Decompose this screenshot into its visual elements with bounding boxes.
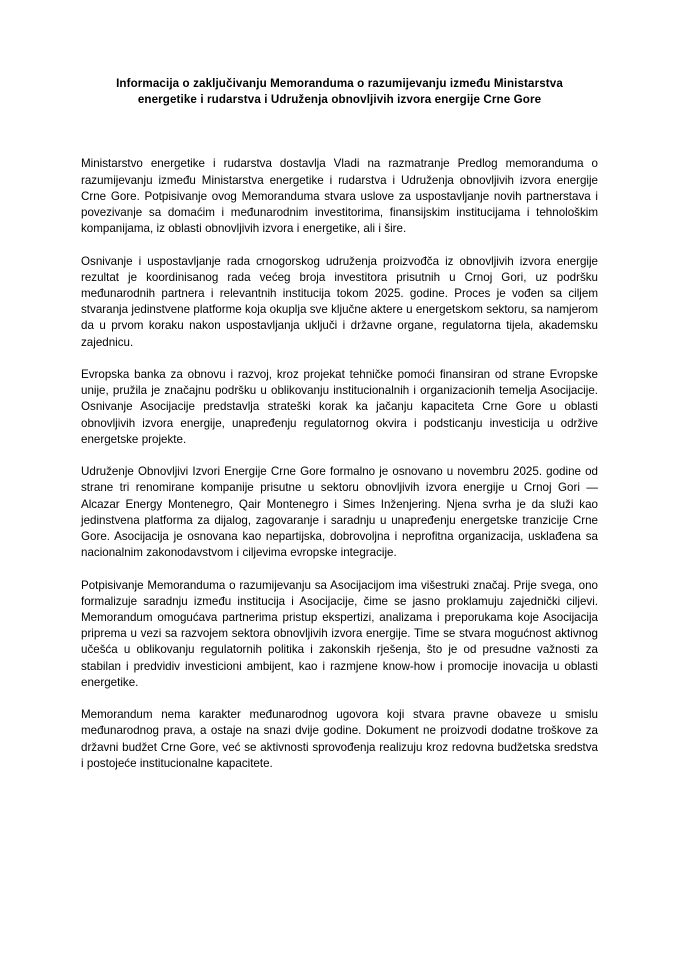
document-content <box>81 76 598 772</box>
paragraph: Ministarstvo energetike i rudarstva dostavlja Vladi na razmatranje Predlog memoranduma o razumijevanju između Ministarstva energetike i rudarstva i Udruženja obnovljivih izvora energije Crne Gore. Potpisivanje ovog Memoranduma stvara uslove za uspostavljanje novih partnerstava i povezivanje sa domaćim i međunarodnim investitorima, finansijskim institucijama i tehnološkim kompanijama, iz oblasti obnovljivih izvora i energetike, ali i šire. <box>81 157 598 236</box>
paragraph: Osnivanje i uspostavljanje rada crnogorskog udruženja proizvođča iz obnovljivih izvora energije rezultat je koordinisanog rada većeg broja investitora prisutnih u Crnoj Gori, uz podršku međunarodnih partnera i relevantnih institucija tokom 2025. godine. Proces je vođen sa ciljem stvaranja jedinstvene platforme koja okuplja sve ključne aktere u energetskom sektoru, sa namjerom da u prvom koraku nakon uspostavljanja uključi i državne organe, regulatorna tijela, akademsku zajednicu. <box>81 254 598 349</box>
page-title-line-1: Informacija o zaključivanju Memoranduma o razumijevanju između Ministarstva <box>116 77 563 90</box>
document-body <box>81 156 598 772</box>
paragraph: Udruženje Obnovljivi Izvori Energije Crne Gore formalno je osnovano u novembru 2025. godine od strane tri renomirane kompanije prisutne u sektoru obnovljivih izvora energije u Crnoj Gori — Alcazar Energy Montenegro, Qair Montenegro i Simes Inženjering. Njena svrha je da služi kao jedinstvena platforma za dijalog, zagovaranje i saradnju u unapređenju energetske tranzicije Crne Gore. Asocijacija je osnovana kao nepartijska, dobrovoljna i neprofitna organizacija, usklađena sa nacionalnim zakonodavstvom i ciljevima evropske integracije. <box>81 465 598 560</box>
page-title <box>81 76 598 108</box>
paragraph: Memorandum nema karakter međunarodnog ugovora koji stvara pravne obaveze u smislu međunarodnog prava, a ostaje na snazi dvije godine. Dokument ne proizvodi dodatne troškove za državni budžet Crne Gore, već se aktivnosti sprovođenja realizuju kroz redovna budžetska sredstva i postojeće institucionalne kapacitete. <box>81 708 598 770</box>
page-title-line-2: energetike i rudarstva i Udruženja obnovljivih izvora energije Crne Gore <box>137 93 542 107</box>
paragraph: Potpisivanje Memoranduma o razumijevanju sa Asocijacijom ima višestruki značaj. Prije svega, ono formalizuje saradnju između institucija i Asocijacije, čime se jasno proklamuju zajednički ciljevi. Memorandum omogućava partnerima pristup ekspertizi, analizama i preporukama koje Asocijacija priprema u vezi sa razvojem sektora obnovljivih izvora energije. Time se stvara mogućnost aktivnog učešća u oblikovanju regulatornih politika i zakonskih rješenja, što je od presudne važnosti za stabilan i predvidiv investicioni ambijent, kao i razmjene know-how i promocije inovacija u oblasti energetike. <box>81 578 598 689</box>
paragraph: Evropska banka za obnovu i razvoj, kroz projekat tehničke pomoći finansiran od strane Evropske unije, pružila je značajnu podršku u oblikovanju institucionalnih i organizacionih temelja Asocijacije. Osnivanje Asocijacije predstavlja strateški korak ka jačanju kapaciteta Crne Gore u oblasti obnovljivih izvora energije, unapređenju regulatornog okvira i podsticanju investicija u održive energetske projekte. <box>81 368 598 446</box>
